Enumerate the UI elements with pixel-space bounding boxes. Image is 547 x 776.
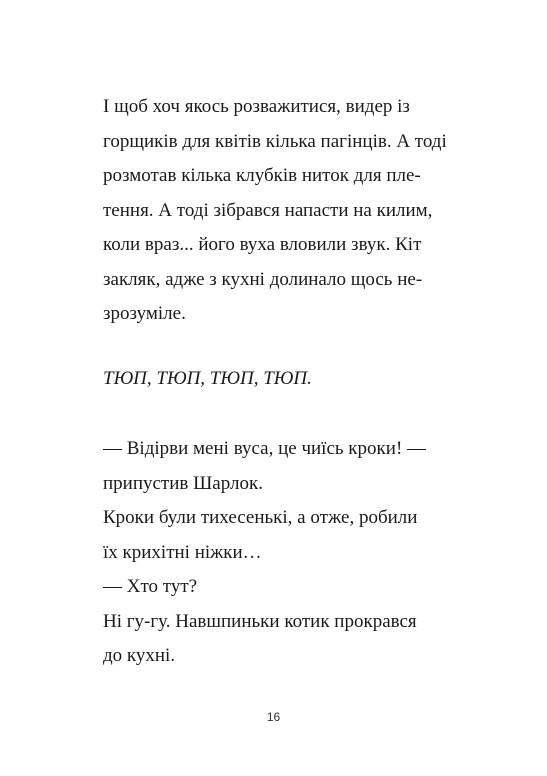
text-line: закляк, адже з кухні долинало щось не- [103, 268, 423, 290]
text-line: горщиків для квітів кілька пагінців. А тоді [103, 130, 447, 152]
text-line: Ні гу-гу. Навшпиньки котик прокрався [103, 610, 417, 632]
paragraph-cat-playing [103, 90, 454, 332]
text-line: — Відірви мені вуса, це чиїсь кроки! — [103, 438, 427, 459]
dialogue-section [103, 432, 454, 674]
text-line: І щоб хоч якось розважитися, видер із [103, 96, 410, 117]
text-line: до кухні. [103, 645, 176, 666]
text-line: Кроки були тихесенькі, а отже, робили [103, 507, 418, 528]
text-line: розмотав кілька клубків ниток для пле- [103, 165, 421, 186]
text-line: припустив Шарлок. [103, 472, 263, 494]
page-number: 16 [266, 710, 281, 724]
text-line: зрозуміле. [103, 303, 186, 324]
text-line: тення. А тоді зібрався напасти на килим, [103, 199, 433, 221]
text-line: коли враз... його вуха вловили звук. Кіт [103, 234, 422, 255]
text-line: їх крихітні ніжки… [103, 541, 262, 563]
text-line: — Хто тут? [103, 576, 198, 597]
sound-effect-line: ТЮП, ТЮП, ТЮП, ТЮП. [103, 368, 312, 389]
